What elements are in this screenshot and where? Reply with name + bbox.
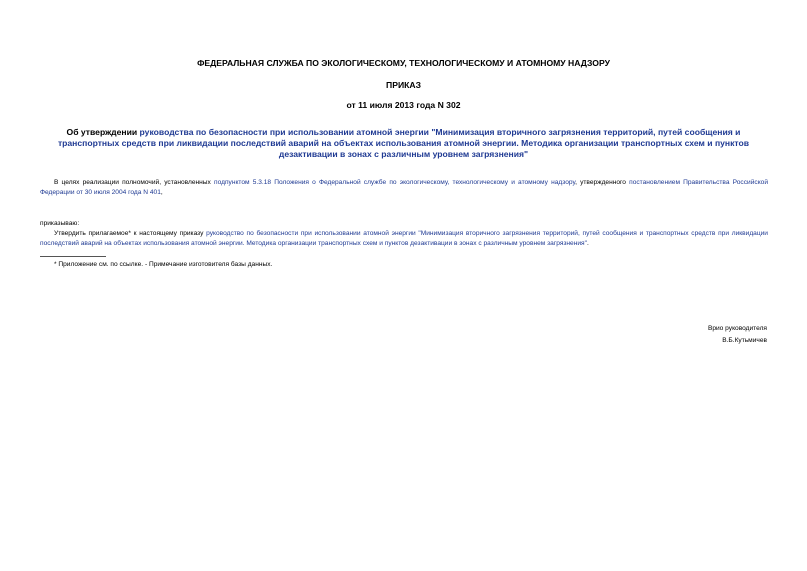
signature-block bbox=[708, 323, 767, 347]
document-title bbox=[40, 127, 767, 160]
p1-text-before: В целях реализации полномочий, установленных bbox=[54, 179, 215, 186]
paragraph-approve bbox=[40, 229, 768, 249]
signature-name: В.Б.Кутьмичев bbox=[722, 337, 767, 344]
org-header: ФЕДЕРАЛЬНАЯ СЛУЖБА ПО ЭКОЛОГИЧЕСКОМУ, ТЕХНОЛОГИЧЕСКОМУ И АТОМНОМУ НАДЗОРУ bbox=[197, 58, 610, 68]
paragraph-basis bbox=[40, 178, 768, 198]
link-subclause[interactable]: подпунктом 5.3.18 Положения о Федеральной службе по экологическому, технологическому и атомному надзору bbox=[214, 179, 576, 186]
p2-text-before: Утвердить прилагаемое* к настоящему приказу bbox=[54, 230, 207, 237]
order-word: приказываю: bbox=[40, 220, 80, 227]
p2-text-after: . bbox=[586, 240, 589, 247]
signature-position: Врио руководителя bbox=[707, 325, 767, 332]
p1-text-middle: , утвержденного bbox=[575, 179, 630, 186]
title-prefix: Об утверждении bbox=[66, 127, 140, 137]
title-link[interactable]: руководства по безопасности при использовании атомной энергии "Минимизация вторичного загрязнения территорий, путей сообщения и транспортных средств при ликвидации последствий аварий на объектах использования атомной энергии. Методика организации транспортных схем и пунктов дезактивации в зонах с различным уровнем загрязнения" bbox=[57, 127, 750, 159]
footnote: * Приложение см. по ссылке. - Примечание изготовителя базы данных. bbox=[54, 261, 273, 268]
link-guide[interactable]: руководство по безопасности при использовании атомной энергии "Минимизация вторичного загрязнения территорий, путей сообщения и транспортных средств при ликвидации последствий аварий на объектах использования атомной энергии. Методика организации транспортных схем и пунктов дезактивации в зонах с различным уровнем загрязнения" bbox=[40, 230, 768, 247]
document-type: ПРИКАЗ bbox=[386, 80, 421, 90]
footnote-divider bbox=[40, 256, 106, 257]
document-date: от 11 июля 2013 года N 302 bbox=[346, 100, 461, 110]
link-government-decree[interactable]: постановлением Правительства Российской Федерации от 30 июля 2004 года N 401 bbox=[40, 179, 769, 196]
p1-text-after: , bbox=[160, 189, 163, 196]
